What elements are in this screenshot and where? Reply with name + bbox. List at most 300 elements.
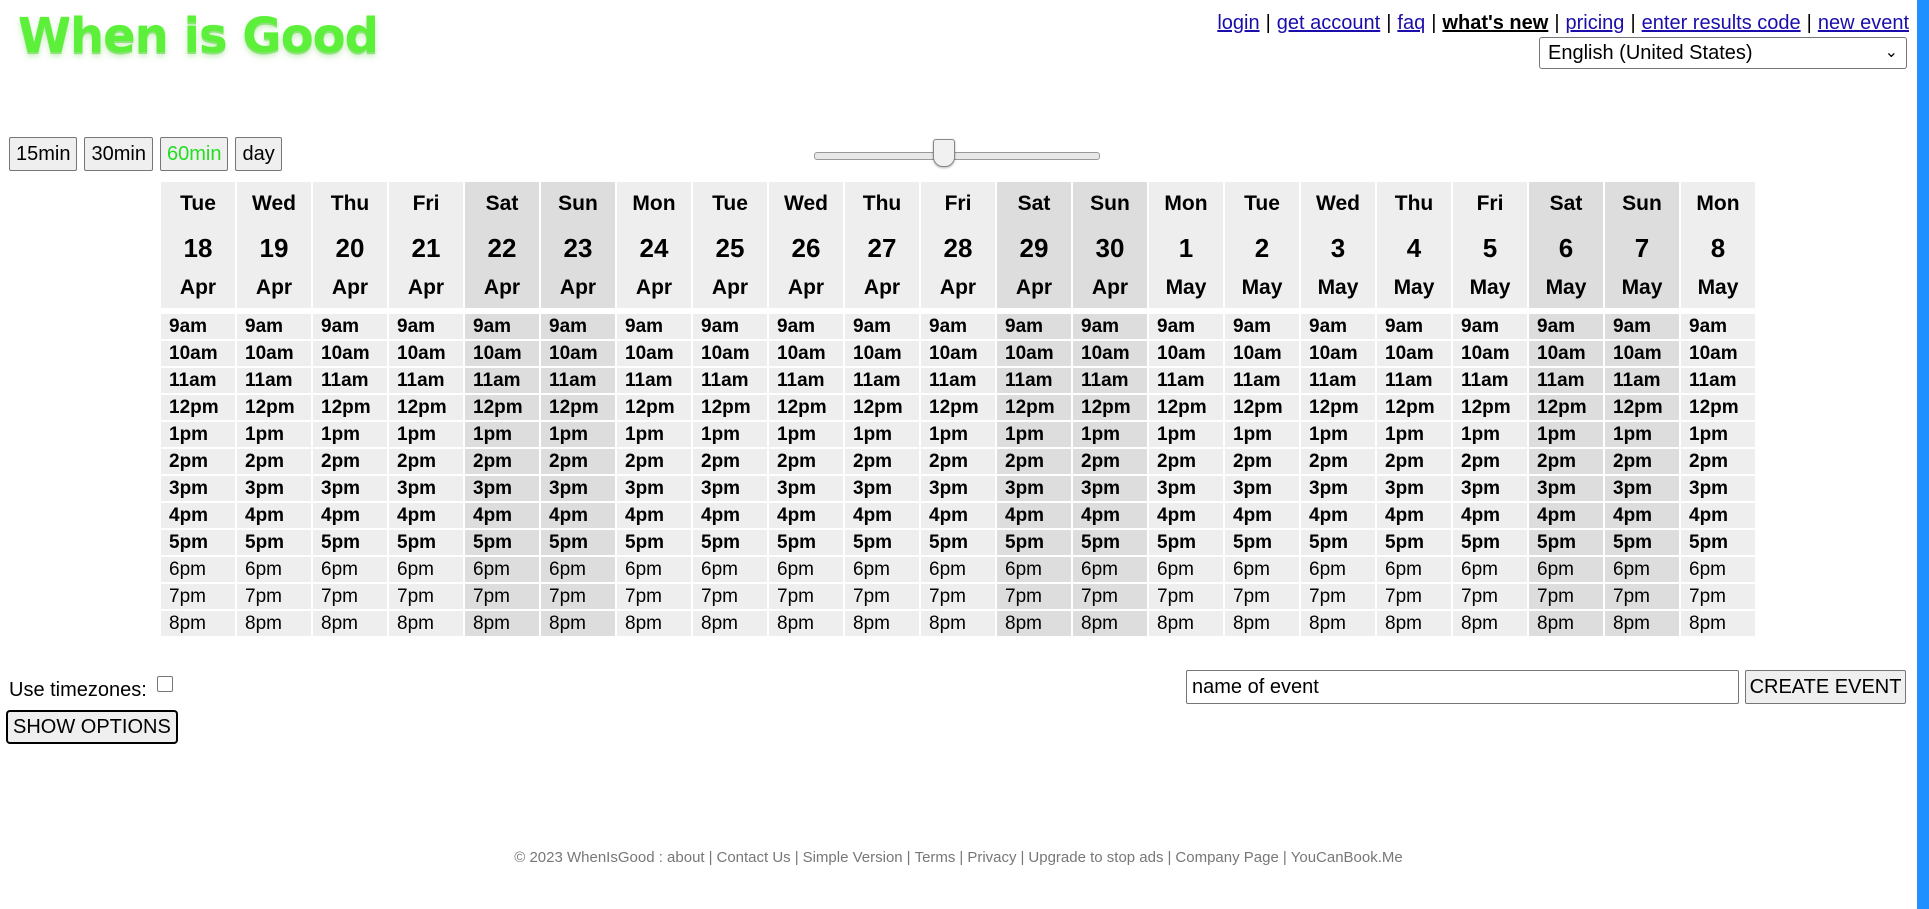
time-slot-cell[interactable]: 10am xyxy=(921,341,995,366)
day-header[interactable] xyxy=(997,182,1071,308)
time-slot-cell[interactable]: 10am xyxy=(161,341,235,366)
footer-link[interactable]: Upgrade to stop ads xyxy=(1028,849,1164,866)
time-slot-cell[interactable]: 12pm xyxy=(1073,395,1147,420)
time-slot-cell[interactable]: 6pm xyxy=(1073,557,1147,582)
time-slot-cell[interactable]: 10am xyxy=(313,341,387,366)
time-slot-cell[interactable]: 5pm xyxy=(769,530,843,555)
time-slot-cell[interactable]: 12pm xyxy=(161,395,235,420)
day-header[interactable] xyxy=(921,182,995,308)
time-slot-cell[interactable]: 5pm xyxy=(1301,530,1375,555)
time-slot-cell[interactable]: 7pm xyxy=(313,584,387,609)
time-slot-cell[interactable]: 7pm xyxy=(845,584,919,609)
time-slot-cell[interactable]: 7pm xyxy=(693,584,767,609)
time-slot-cell[interactable]: 1pm xyxy=(1453,422,1527,447)
time-slot-cell[interactable]: 9am xyxy=(1453,314,1527,339)
granularity-button-30min[interactable]: 30min xyxy=(84,137,152,171)
time-slot-cell[interactable]: 11am xyxy=(769,368,843,393)
time-slot-cell[interactable]: 3pm xyxy=(161,476,235,501)
time-slot-cell[interactable]: 10am xyxy=(389,341,463,366)
time-slot-cell[interactable]: 1pm xyxy=(237,422,311,447)
time-slot-cell[interactable]: 4pm xyxy=(845,503,919,528)
time-slot-cell[interactable]: 4pm xyxy=(997,503,1071,528)
time-slot-cell[interactable]: 2pm xyxy=(1681,449,1755,474)
time-slot-cell[interactable]: 6pm xyxy=(313,557,387,582)
time-slot-cell[interactable]: 3pm xyxy=(1453,476,1527,501)
time-slot-cell[interactable]: 8pm xyxy=(237,611,311,636)
time-slot-cell[interactable]: 3pm xyxy=(1073,476,1147,501)
time-slot-cell[interactable]: 2pm xyxy=(1529,449,1603,474)
time-slot-cell[interactable]: 11am xyxy=(1453,368,1527,393)
time-slot-cell[interactable]: 1pm xyxy=(769,422,843,447)
time-slot-cell[interactable]: 3pm xyxy=(1605,476,1679,501)
time-slot-cell[interactable]: 7pm xyxy=(465,584,539,609)
time-slot-cell[interactable]: 10am xyxy=(1529,341,1603,366)
time-slot-cell[interactable]: 11am xyxy=(1377,368,1451,393)
zoom-slider-thumb[interactable] xyxy=(933,139,955,167)
time-slot-cell[interactable]: 2pm xyxy=(313,449,387,474)
time-slot-cell[interactable]: 11am xyxy=(465,368,539,393)
time-slot-cell[interactable]: 5pm xyxy=(1681,530,1755,555)
time-slot-cell[interactable]: 9am xyxy=(997,314,1071,339)
time-slot-cell[interactable]: 2pm xyxy=(997,449,1071,474)
time-slot-cell[interactable]: 8pm xyxy=(1605,611,1679,636)
time-slot-cell[interactable]: 3pm xyxy=(237,476,311,501)
time-slot-cell[interactable]: 12pm xyxy=(541,395,615,420)
time-slot-cell[interactable]: 2pm xyxy=(1301,449,1375,474)
time-slot-cell[interactable]: 10am xyxy=(1225,341,1299,366)
time-slot-cell[interactable]: 4pm xyxy=(769,503,843,528)
language-select[interactable] xyxy=(1539,37,1907,69)
time-slot-cell[interactable]: 7pm xyxy=(1149,584,1223,609)
time-slot-cell[interactable]: 7pm xyxy=(617,584,691,609)
time-slot-cell[interactable]: 5pm xyxy=(161,530,235,555)
time-slot-cell[interactable]: 3pm xyxy=(389,476,463,501)
time-slot-cell[interactable]: 3pm xyxy=(997,476,1071,501)
day-header[interactable] xyxy=(237,182,311,308)
time-slot-cell[interactable]: 8pm xyxy=(1073,611,1147,636)
time-slot-cell[interactable]: 8pm xyxy=(161,611,235,636)
time-slot-cell[interactable]: 3pm xyxy=(1225,476,1299,501)
footer-link[interactable]: Simple Version xyxy=(802,849,903,866)
time-slot-cell[interactable]: 10am xyxy=(1377,341,1451,366)
time-slot-cell[interactable]: 3pm xyxy=(921,476,995,501)
time-slot-cell[interactable]: 12pm xyxy=(465,395,539,420)
zoom-slider-track[interactable] xyxy=(814,152,1100,160)
time-slot-cell[interactable]: 9am xyxy=(1529,314,1603,339)
time-slot-cell[interactable]: 5pm xyxy=(1453,530,1527,555)
time-slot-cell[interactable]: 12pm xyxy=(1225,395,1299,420)
time-slot-cell[interactable]: 5pm xyxy=(617,530,691,555)
time-slot-cell[interactable]: 6pm xyxy=(1225,557,1299,582)
time-slot-cell[interactable]: 4pm xyxy=(1149,503,1223,528)
time-slot-cell[interactable]: 11am xyxy=(693,368,767,393)
time-slot-cell[interactable]: 11am xyxy=(1681,368,1755,393)
time-slot-cell[interactable]: 2pm xyxy=(1453,449,1527,474)
time-slot-cell[interactable]: 4pm xyxy=(1377,503,1451,528)
time-slot-cell[interactable]: 4pm xyxy=(1301,503,1375,528)
time-slot-cell[interactable]: 10am xyxy=(1681,341,1755,366)
time-slot-cell[interactable]: 8pm xyxy=(465,611,539,636)
time-slot-cell[interactable]: 2pm xyxy=(921,449,995,474)
time-slot-cell[interactable]: 5pm xyxy=(845,530,919,555)
day-header[interactable] xyxy=(313,182,387,308)
time-slot-cell[interactable]: 11am xyxy=(541,368,615,393)
time-slot-cell[interactable]: 12pm xyxy=(845,395,919,420)
time-slot-cell[interactable]: 5pm xyxy=(237,530,311,555)
time-slot-cell[interactable]: 5pm xyxy=(1149,530,1223,555)
time-slot-cell[interactable]: 12pm xyxy=(313,395,387,420)
time-slot-cell[interactable]: 2pm xyxy=(845,449,919,474)
time-slot-cell[interactable]: 1pm xyxy=(1605,422,1679,447)
day-header[interactable] xyxy=(769,182,843,308)
time-slot-cell[interactable]: 2pm xyxy=(617,449,691,474)
time-slot-cell[interactable]: 1pm xyxy=(313,422,387,447)
time-slot-cell[interactable]: 6pm xyxy=(237,557,311,582)
time-slot-cell[interactable]: 6pm xyxy=(1377,557,1451,582)
time-slot-cell[interactable]: 8pm xyxy=(1301,611,1375,636)
time-slot-cell[interactable]: 1pm xyxy=(921,422,995,447)
time-slot-cell[interactable]: 1pm xyxy=(1301,422,1375,447)
time-slot-cell[interactable]: 6pm xyxy=(921,557,995,582)
time-slot-cell[interactable]: 9am xyxy=(617,314,691,339)
granularity-button-day[interactable]: day xyxy=(235,137,281,171)
time-slot-cell[interactable]: 3pm xyxy=(465,476,539,501)
day-header[interactable] xyxy=(1605,182,1679,308)
time-slot-cell[interactable]: 5pm xyxy=(465,530,539,555)
time-slot-cell[interactable]: 12pm xyxy=(617,395,691,420)
time-slot-cell[interactable]: 9am xyxy=(389,314,463,339)
time-slot-cell[interactable]: 8pm xyxy=(1453,611,1527,636)
time-slot-cell[interactable]: 4pm xyxy=(617,503,691,528)
time-slot-cell[interactable]: 10am xyxy=(1149,341,1223,366)
time-slot-cell[interactable]: 1pm xyxy=(389,422,463,447)
time-slot-cell[interactable]: 6pm xyxy=(1605,557,1679,582)
time-slot-cell[interactable]: 4pm xyxy=(1453,503,1527,528)
footer-link[interactable]: YouCanBook.Me xyxy=(1290,849,1403,866)
time-slot-cell[interactable]: 3pm xyxy=(541,476,615,501)
timezone-checkbox[interactable] xyxy=(157,676,173,692)
time-slot-cell[interactable]: 6pm xyxy=(845,557,919,582)
time-slot-cell[interactable]: 2pm xyxy=(389,449,463,474)
time-slot-cell[interactable]: 11am xyxy=(997,368,1071,393)
time-slot-cell[interactable]: 1pm xyxy=(693,422,767,447)
time-slot-cell[interactable]: 1pm xyxy=(845,422,919,447)
time-slot-cell[interactable]: 7pm xyxy=(1073,584,1147,609)
time-slot-cell[interactable]: 1pm xyxy=(1225,422,1299,447)
time-slot-cell[interactable]: 1pm xyxy=(997,422,1071,447)
time-slot-cell[interactable]: 12pm xyxy=(693,395,767,420)
time-slot-cell[interactable]: 4pm xyxy=(465,503,539,528)
time-slot-cell[interactable]: 7pm xyxy=(1225,584,1299,609)
time-slot-cell[interactable]: 6pm xyxy=(769,557,843,582)
time-slot-cell[interactable]: 6pm xyxy=(1681,557,1755,582)
time-slot-cell[interactable]: 11am xyxy=(1149,368,1223,393)
time-slot-cell[interactable]: 5pm xyxy=(541,530,615,555)
time-slot-cell[interactable]: 12pm xyxy=(1681,395,1755,420)
nav-link-get-account[interactable]: get account xyxy=(1276,12,1381,34)
time-slot-cell[interactable]: 10am xyxy=(1301,341,1375,366)
time-slot-cell[interactable]: 6pm xyxy=(1529,557,1603,582)
time-slot-cell[interactable]: 10am xyxy=(541,341,615,366)
time-slot-cell[interactable]: 3pm xyxy=(693,476,767,501)
time-slot-cell[interactable]: 8pm xyxy=(845,611,919,636)
time-slot-cell[interactable]: 2pm xyxy=(465,449,539,474)
day-header[interactable] xyxy=(845,182,919,308)
time-slot-cell[interactable]: 6pm xyxy=(389,557,463,582)
footer-link[interactable]: Contact Us xyxy=(716,849,791,866)
time-slot-cell[interactable]: 8pm xyxy=(389,611,463,636)
time-slot-cell[interactable]: 5pm xyxy=(1377,530,1451,555)
time-slot-cell[interactable]: 6pm xyxy=(1453,557,1527,582)
time-slot-cell[interactable]: 2pm xyxy=(237,449,311,474)
time-slot-cell[interactable]: 11am xyxy=(389,368,463,393)
time-slot-cell[interactable]: 7pm xyxy=(997,584,1071,609)
time-slot-cell[interactable]: 6pm xyxy=(541,557,615,582)
time-slot-cell[interactable]: 10am xyxy=(845,341,919,366)
time-slot-cell[interactable]: 2pm xyxy=(769,449,843,474)
nav-link-enter-results-code[interactable]: enter results code xyxy=(1641,12,1801,34)
time-slot-cell[interactable]: 6pm xyxy=(617,557,691,582)
time-slot-cell[interactable]: 10am xyxy=(769,341,843,366)
time-slot-cell[interactable]: 12pm xyxy=(921,395,995,420)
time-slot-cell[interactable]: 2pm xyxy=(1073,449,1147,474)
time-slot-cell[interactable]: 2pm xyxy=(1149,449,1223,474)
time-slot-cell[interactable]: 6pm xyxy=(693,557,767,582)
time-slot-cell[interactable]: 2pm xyxy=(541,449,615,474)
time-slot-cell[interactable]: 1pm xyxy=(1073,422,1147,447)
time-slot-cell[interactable]: 11am xyxy=(845,368,919,393)
time-slot-cell[interactable]: 3pm xyxy=(1377,476,1451,501)
nav-link-login[interactable]: login xyxy=(1217,12,1260,34)
time-slot-cell[interactable]: 12pm xyxy=(389,395,463,420)
time-slot-cell[interactable]: 10am xyxy=(617,341,691,366)
time-slot-cell[interactable]: 7pm xyxy=(161,584,235,609)
time-slot-cell[interactable]: 2pm xyxy=(1225,449,1299,474)
time-slot-cell[interactable]: 9am xyxy=(1681,314,1755,339)
time-slot-cell[interactable]: 7pm xyxy=(1529,584,1603,609)
time-slot-cell[interactable]: 7pm xyxy=(237,584,311,609)
time-slot-cell[interactable]: 9am xyxy=(465,314,539,339)
time-slot-cell[interactable]: 12pm xyxy=(1149,395,1223,420)
time-slot-cell[interactable]: 1pm xyxy=(465,422,539,447)
time-slot-cell[interactable]: 8pm xyxy=(1149,611,1223,636)
day-header[interactable] xyxy=(1073,182,1147,308)
time-slot-cell[interactable]: 11am xyxy=(313,368,387,393)
time-slot-cell[interactable]: 1pm xyxy=(1529,422,1603,447)
time-slot-cell[interactable]: 11am xyxy=(1605,368,1679,393)
time-slot-cell[interactable]: 5pm xyxy=(1529,530,1603,555)
time-slot-cell[interactable]: 9am xyxy=(769,314,843,339)
time-slot-cell[interactable]: 1pm xyxy=(541,422,615,447)
time-slot-cell[interactable]: 12pm xyxy=(1301,395,1375,420)
time-slot-cell[interactable]: 9am xyxy=(237,314,311,339)
time-slot-cell[interactable]: 12pm xyxy=(1377,395,1451,420)
footer-link[interactable]: Privacy xyxy=(967,849,1017,866)
time-slot-cell[interactable]: 3pm xyxy=(1529,476,1603,501)
time-slot-cell[interactable]: 5pm xyxy=(1073,530,1147,555)
time-slot-cell[interactable]: 4pm xyxy=(237,503,311,528)
time-slot-cell[interactable]: 11am xyxy=(921,368,995,393)
time-slot-cell[interactable]: 7pm xyxy=(769,584,843,609)
nav-link-new-event[interactable]: new event xyxy=(1817,12,1909,34)
day-header[interactable] xyxy=(1225,182,1299,308)
time-slot-cell[interactable]: 12pm xyxy=(1605,395,1679,420)
time-slot-cell[interactable]: 3pm xyxy=(1301,476,1375,501)
time-slot-cell[interactable]: 8pm xyxy=(1377,611,1451,636)
time-slot-cell[interactable]: 9am xyxy=(541,314,615,339)
day-header[interactable] xyxy=(617,182,691,308)
time-slot-cell[interactable]: 9am xyxy=(1149,314,1223,339)
time-slot-cell[interactable]: 9am xyxy=(1073,314,1147,339)
create-event-button[interactable]: CREATE EVENT xyxy=(1745,670,1906,704)
time-slot-cell[interactable]: 9am xyxy=(845,314,919,339)
time-slot-cell[interactable]: 5pm xyxy=(1225,530,1299,555)
time-slot-cell[interactable]: 10am xyxy=(1073,341,1147,366)
time-slot-cell[interactable]: 10am xyxy=(237,341,311,366)
time-slot-cell[interactable]: 9am xyxy=(1377,314,1451,339)
day-header[interactable] xyxy=(1453,182,1527,308)
time-slot-cell[interactable]: 11am xyxy=(237,368,311,393)
time-slot-cell[interactable]: 12pm xyxy=(769,395,843,420)
time-slot-cell[interactable]: 4pm xyxy=(161,503,235,528)
time-slot-cell[interactable]: 9am xyxy=(1605,314,1679,339)
show-options-button[interactable]: SHOW OPTIONS xyxy=(6,710,178,744)
time-slot-cell[interactable]: 11am xyxy=(1529,368,1603,393)
time-slot-cell[interactable]: 7pm xyxy=(1453,584,1527,609)
time-slot-cell[interactable]: 2pm xyxy=(693,449,767,474)
time-slot-cell[interactable]: 6pm xyxy=(161,557,235,582)
time-slot-cell[interactable]: 10am xyxy=(1605,341,1679,366)
day-header[interactable] xyxy=(1149,182,1223,308)
time-slot-cell[interactable]: 6pm xyxy=(997,557,1071,582)
time-slot-cell[interactable]: 8pm xyxy=(1529,611,1603,636)
event-name-input[interactable]: name of event xyxy=(1186,670,1739,704)
nav-link-pricing[interactable]: pricing xyxy=(1565,12,1625,34)
time-slot-cell[interactable]: 8pm xyxy=(541,611,615,636)
time-slot-cell[interactable]: 4pm xyxy=(313,503,387,528)
time-slot-cell[interactable]: 1pm xyxy=(161,422,235,447)
time-slot-cell[interactable]: 11am xyxy=(1225,368,1299,393)
day-header[interactable] xyxy=(541,182,615,308)
time-slot-cell[interactable]: 3pm xyxy=(313,476,387,501)
time-slot-cell[interactable]: 9am xyxy=(1225,314,1299,339)
time-slot-cell[interactable]: 8pm xyxy=(313,611,387,636)
time-slot-cell[interactable]: 4pm xyxy=(389,503,463,528)
logo[interactable]: When is Good xyxy=(18,8,378,64)
time-slot-cell[interactable]: 11am xyxy=(1073,368,1147,393)
time-slot-cell[interactable]: 5pm xyxy=(313,530,387,555)
time-slot-cell[interactable]: 3pm xyxy=(1681,476,1755,501)
time-slot-cell[interactable]: 8pm xyxy=(1681,611,1755,636)
time-slot-cell[interactable]: 10am xyxy=(693,341,767,366)
time-slot-cell[interactable]: 5pm xyxy=(921,530,995,555)
footer-link[interactable]: © 2023 WhenIsGood : about xyxy=(514,849,705,866)
time-slot-cell[interactable]: 1pm xyxy=(1377,422,1451,447)
time-slot-cell[interactable]: 5pm xyxy=(997,530,1071,555)
time-slot-cell[interactable]: 7pm xyxy=(1301,584,1375,609)
time-slot-cell[interactable]: 5pm xyxy=(1605,530,1679,555)
time-slot-cell[interactable]: 7pm xyxy=(1377,584,1451,609)
time-slot-cell[interactable]: 1pm xyxy=(1149,422,1223,447)
time-slot-cell[interactable]: 8pm xyxy=(997,611,1071,636)
nav-link-faq[interactable]: faq xyxy=(1397,12,1426,34)
time-slot-cell[interactable]: 12pm xyxy=(1529,395,1603,420)
time-slot-cell[interactable]: 4pm xyxy=(1529,503,1603,528)
time-slot-cell[interactable]: 8pm xyxy=(921,611,995,636)
time-slot-cell[interactable]: 7pm xyxy=(1681,584,1755,609)
time-slot-cell[interactable]: 12pm xyxy=(997,395,1071,420)
nav-link-what-s-new[interactable]: what's new xyxy=(1442,12,1549,34)
day-header[interactable] xyxy=(465,182,539,308)
time-slot-cell[interactable]: 12pm xyxy=(237,395,311,420)
time-slot-cell[interactable]: 9am xyxy=(921,314,995,339)
time-slot-cell[interactable]: 3pm xyxy=(845,476,919,501)
time-slot-cell[interactable]: 3pm xyxy=(769,476,843,501)
time-slot-cell[interactable]: 7pm xyxy=(1605,584,1679,609)
time-slot-cell[interactable]: 9am xyxy=(1301,314,1375,339)
time-slot-cell[interactable]: 11am xyxy=(161,368,235,393)
time-slot-cell[interactable]: 2pm xyxy=(161,449,235,474)
time-slot-cell[interactable]: 10am xyxy=(997,341,1071,366)
time-slot-cell[interactable]: 8pm xyxy=(1225,611,1299,636)
time-slot-cell[interactable]: 1pm xyxy=(1681,422,1755,447)
time-slot-cell[interactable]: 1pm xyxy=(617,422,691,447)
time-slot-cell[interactable]: 12pm xyxy=(1453,395,1527,420)
time-slot-cell[interactable]: 9am xyxy=(313,314,387,339)
time-slot-cell[interactable]: 4pm xyxy=(1073,503,1147,528)
granularity-button-60min[interactable]: 60min xyxy=(160,137,228,171)
time-slot-cell[interactable]: 9am xyxy=(693,314,767,339)
time-slot-cell[interactable]: 4pm xyxy=(1681,503,1755,528)
footer-link[interactable]: Company Page xyxy=(1175,849,1279,866)
day-header[interactable] xyxy=(161,182,235,308)
day-header[interactable] xyxy=(389,182,463,308)
day-header[interactable] xyxy=(693,182,767,308)
time-slot-cell[interactable]: 4pm xyxy=(1605,503,1679,528)
time-slot-cell[interactable]: 4pm xyxy=(541,503,615,528)
time-slot-cell[interactable]: 7pm xyxy=(389,584,463,609)
time-slot-cell[interactable]: 10am xyxy=(465,341,539,366)
time-slot-cell[interactable]: 7pm xyxy=(921,584,995,609)
time-slot-cell[interactable]: 4pm xyxy=(693,503,767,528)
time-slot-cell[interactable]: 9am xyxy=(161,314,235,339)
time-slot-cell[interactable]: 4pm xyxy=(921,503,995,528)
footer-link[interactable]: Terms xyxy=(914,849,956,866)
time-slot-cell[interactable]: 6pm xyxy=(465,557,539,582)
time-slot-cell[interactable]: 2pm xyxy=(1377,449,1451,474)
day-header[interactable] xyxy=(1529,182,1603,308)
time-slot-cell[interactable]: 8pm xyxy=(617,611,691,636)
granularity-button-15min[interactable]: 15min xyxy=(9,137,77,171)
day-header[interactable] xyxy=(1301,182,1375,308)
time-slot-cell[interactable]: 6pm xyxy=(1301,557,1375,582)
day-header[interactable] xyxy=(1377,182,1451,308)
time-slot-cell[interactable]: 8pm xyxy=(693,611,767,636)
time-slot-cell[interactable]: 3pm xyxy=(1149,476,1223,501)
time-slot-cell[interactable]: 6pm xyxy=(1149,557,1223,582)
time-slot-cell[interactable]: 3pm xyxy=(617,476,691,501)
time-slot-cell[interactable]: 7pm xyxy=(541,584,615,609)
day-header[interactable] xyxy=(1681,182,1755,308)
time-slot-cell[interactable]: 11am xyxy=(617,368,691,393)
time-slot-cell[interactable]: 5pm xyxy=(389,530,463,555)
time-slot-cell[interactable]: 5pm xyxy=(693,530,767,555)
time-slot-cell[interactable]: 2pm xyxy=(1605,449,1679,474)
time-slot-cell[interactable]: 10am xyxy=(1453,341,1527,366)
time-slot-cell[interactable]: 4pm xyxy=(1225,503,1299,528)
time-slot-cell[interactable]: 11am xyxy=(1301,368,1375,393)
time-slot-cell[interactable]: 8pm xyxy=(769,611,843,636)
